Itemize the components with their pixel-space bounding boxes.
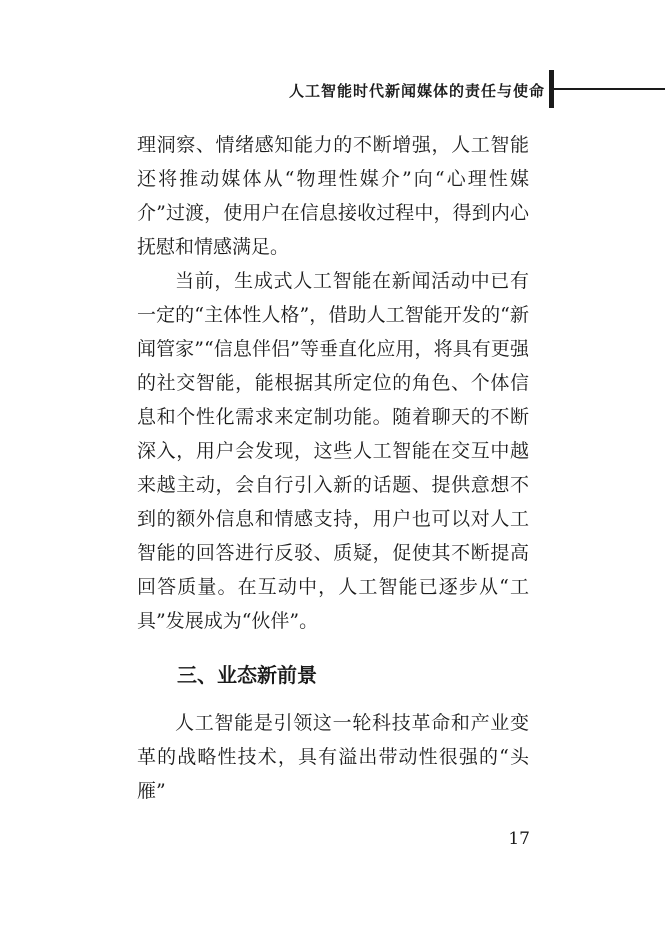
running-head-title: 人工智能时代新闻媒体的责任与使命 <box>288 82 545 100</box>
paragraph: 人工智能是引领这一轮科技革命和产业变革的战略性技术，具有溢出带动性很强的“头雁” <box>137 712 529 802</box>
page-number: 17 <box>508 829 530 849</box>
section-heading: 三、业态新前景 <box>177 663 317 687</box>
paragraph: 当前，生成式人工智能在新闻活动中已有一定的“主体性人格”，借助人工智能开发的“新闻管家”“信息伴侣”等垂直化应用，将具有更强的社交智能，能根据其所定位的角色、个体信息和个性化需求来定制功能。随着聊天的不断深入，用户会发现，这些人工智能在交互中越来越主动，会自行引入新的话题、提供意想不到的额外信息和情感支持，用户也可以对人工智能的回答进行反驳、质疑，促使其不断提高回答质量。在互动中，人工智能已逐步从“工具”发展成为“伙伴”。 <box>137 270 529 632</box>
header-rule <box>554 88 665 90</box>
paragraph-continued: 理洞察、情绪感知能力的不断增强，人工智能还将推动媒体从“物理性媒介”向“心理性媒介”过渡，使用户在信息接收过程中，得到内心抚慰和情感满足。 <box>137 134 529 258</box>
body-text <box>137 128 529 808</box>
